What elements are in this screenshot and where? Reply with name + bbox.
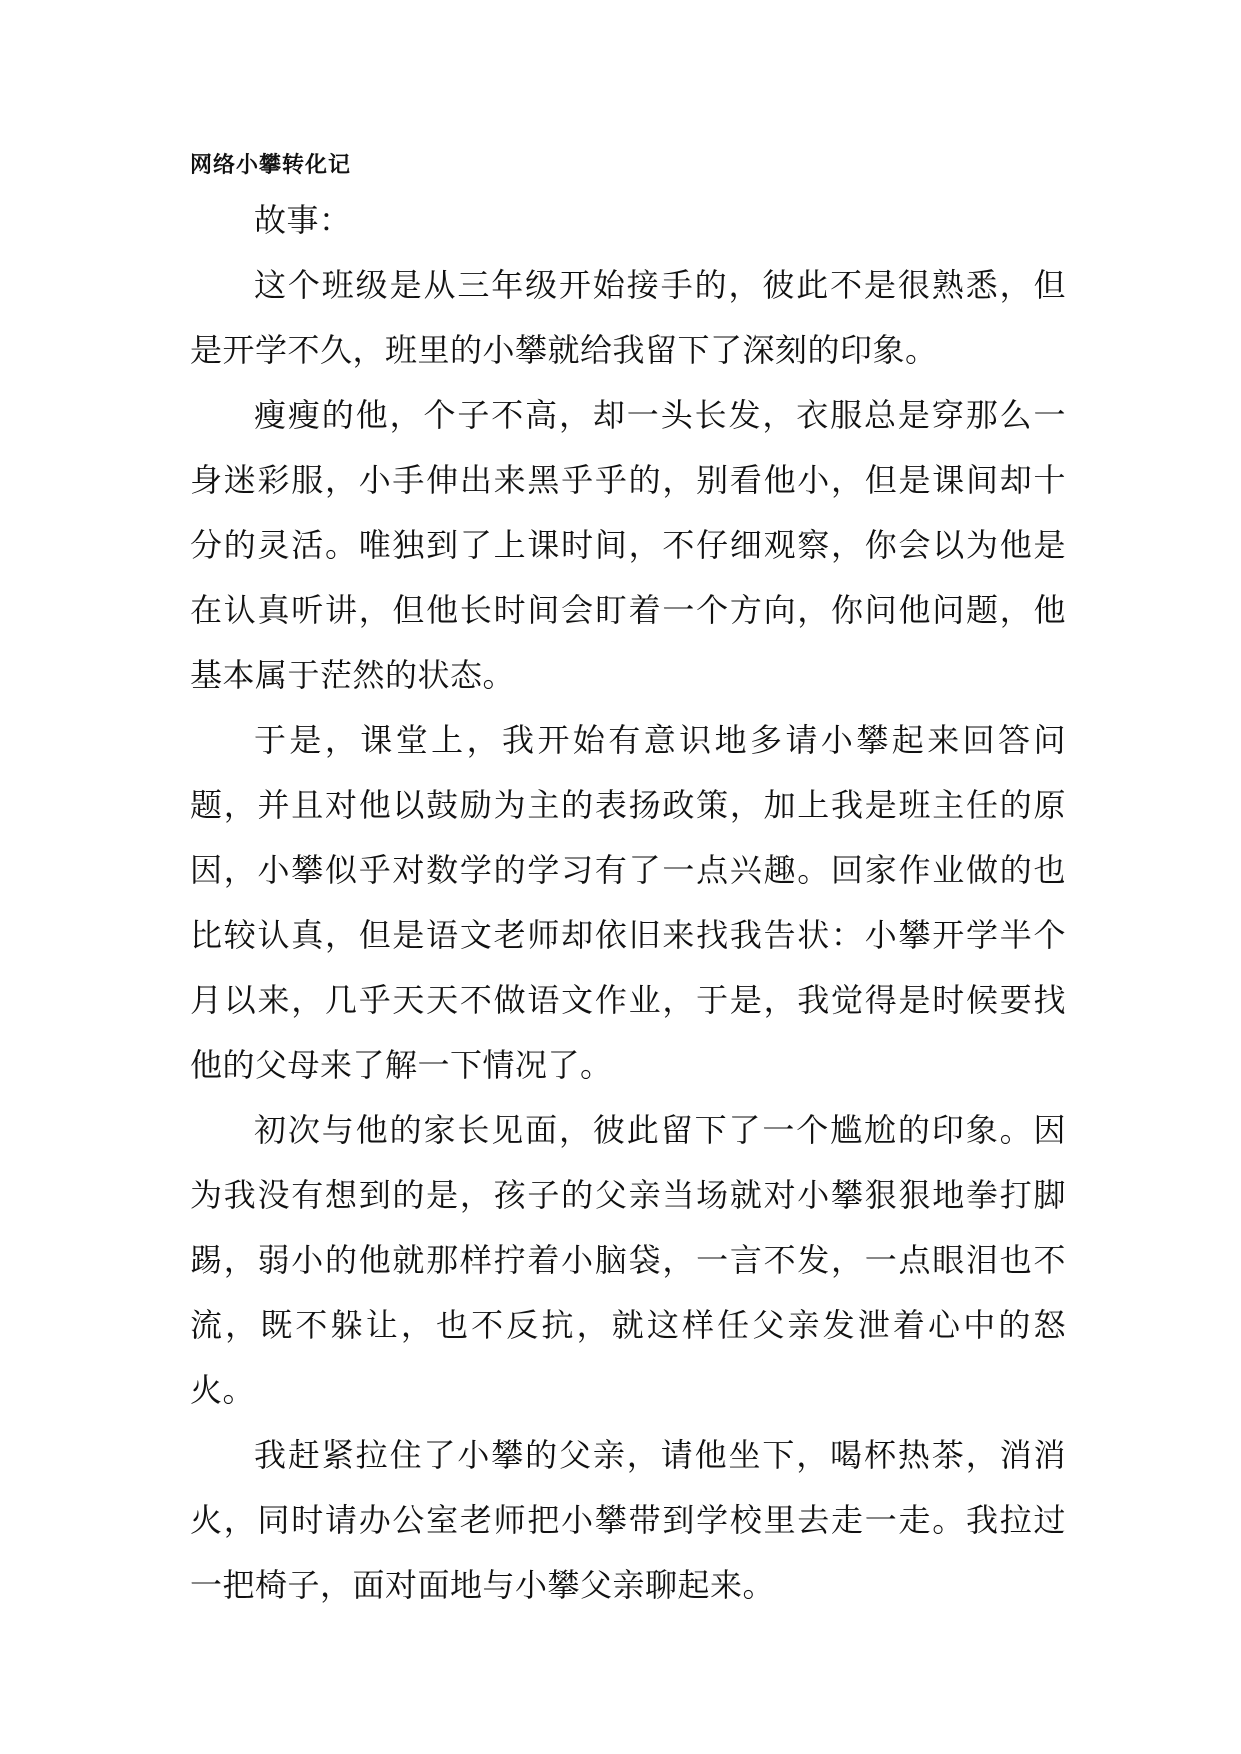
document-title: 网络小攀转化记 — [190, 153, 352, 178]
paragraph: 于是，课堂上，我开始有意识地多请小攀起来回答问题，并且对他以鼓励为主的表扬政策，加上我是班主任的原因，小攀似乎对数学的学习有了一点兴趣。回家作业做的也比较认真，但是语文老师却依旧来找我告状：小攀开学半个月以来，几乎天天不做语文作业，于是，我觉得是时候要找他的父母来了解一下情况了。 — [190, 721, 1066, 1084]
paragraph: 故事： — [254, 201, 352, 239]
paragraph: 初次与他的家长见面，彼此留下了一个尴尬的印象。因为我没有想到的是，孩子的父亲当场就对小攀狠狠地拳打脚踢，弱小的他就那样拧着小脑袋，一言不发，一点眼泪也不流，既不躲让，也不反抗，就这样任父亲发泄着心中的怒火。 — [190, 1111, 1066, 1409]
paragraph: 这个班级是从三年级开始接手的，彼此不是很熟悉，但是开学不久，班里的小攀就给我留下了深刻的印象。 — [190, 266, 1066, 369]
document-body — [190, 188, 1066, 1618]
paragraph: 瘦瘦的他，个子不高，却一头长发，衣服总是穿那么一身迷彩服，小手伸出来黑乎乎的，别看他小，但是课间却十分的灵活。唯独到了上课时间，不仔细观察，你会以为他是在认真听讲，但他长时间会盯着一个方向，你问他问题，他基本属于茫然的状态。 — [190, 396, 1066, 694]
paragraph: 我赶紧拉住了小攀的父亲，请他坐下，喝杯热茶，消消火，同时请办公室老师把小攀带到学校里去走一走。我拉过一把椅子，面对面地与小攀父亲聊起来。 — [190, 1436, 1066, 1604]
